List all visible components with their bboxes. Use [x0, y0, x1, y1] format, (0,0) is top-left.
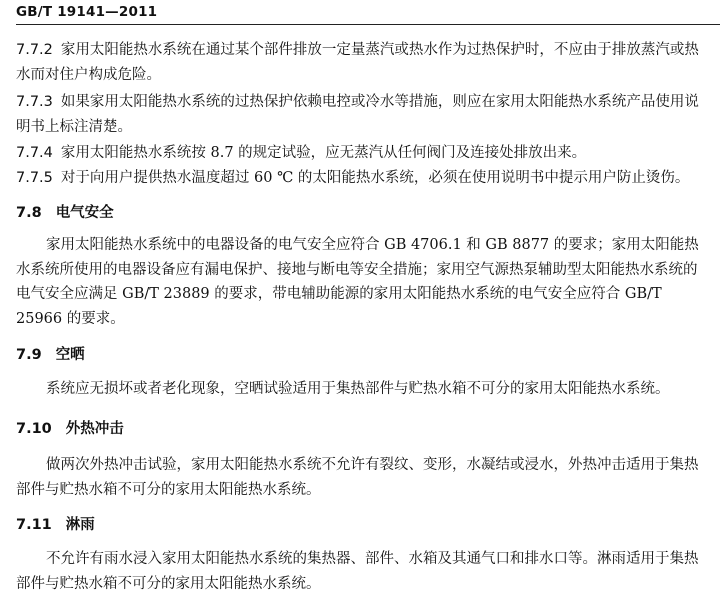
- clause-number: 7.7.2: [16, 42, 53, 58]
- clause-7-7-4: [16, 141, 710, 166]
- section-title: 淋雨: [65, 517, 95, 533]
- section-body-7-10: 做两次外热冲击试验，家用太阳能热水系统不允许有裂纹、变形，水凝结或浸水，外热冲击适用于集热部件与贮热水箱不可分的家用太阳能热水系统。: [16, 457, 699, 498]
- clause-7-7-2: [16, 38, 710, 87]
- clause-7-7-3: [16, 90, 710, 139]
- clause-number: 7.7.4: [16, 145, 53, 161]
- standard-code-header: GB/T 19141—2011: [16, 4, 158, 20]
- section-title: 空晒: [55, 347, 85, 363]
- section-number: 7.8: [16, 205, 42, 221]
- section-heading-7-11: [16, 513, 95, 537]
- section-heading-7-8: [16, 201, 114, 225]
- clause-text: 如果家用太阳能热水系统的过热保护依赖电控或冷水等措施，则应在家用太阳能热水系统产品使用说明书上标注清楚。: [16, 94, 699, 135]
- clause-number: 7.7.5: [16, 170, 53, 186]
- section-heading-7-9: [16, 343, 85, 367]
- section-heading-7-10: [16, 417, 124, 441]
- section-body-7-9: 系统应无损坏或者老化现象，空晒试验适用于集热部件与贮热水箱不可分的家用太阳能热水系统。: [46, 381, 670, 397]
- section-number: 7.10: [16, 421, 52, 437]
- clause-text: 家用太阳能热水系统按 8.7 的规定试验，应无蒸汽从任何阀门及连接处排放出来。: [60, 145, 587, 161]
- section-title: 外热冲击: [65, 421, 124, 437]
- header-rule: [16, 24, 720, 25]
- section-body-7-11: 不允许有雨水浸入家用太阳能热水系统的集热器、部件、水箱及其通气口和排水口等。淋雨适用于集热部件与贮热水箱不可分的家用太阳能热水系统。: [16, 551, 699, 592]
- section-number: 7.11: [16, 517, 52, 533]
- section-body-7-8: 家用太阳能热水系统中的电器设备的电气安全应符合 GB 4706.1 和 GB 8877 的要求；家用太阳能热水系统所使用的电器设备应有漏电保护、接地与断电等安全措施；家用空气源热泵辅助型太阳能热水系统的电气安全应满足 GB/T 23889 的要求，带电辅助能源的家用太阳能热水系统的电气安全应符合 GB/T 25966 的要求。: [16, 237, 699, 327]
- clause-7-7-5: [16, 166, 710, 191]
- clause-text: 家用太阳能热水系统在通过某个部件排放一定量蒸汽或热水作为过热保护时，不应由于排放蒸汽或热水而对住户构成危险。: [16, 42, 699, 83]
- clause-text: 对于向用户提供热水温度超过 60 ℃ 的太阳能热水系统，必须在使用说明书中提示用户防止烫伤。: [60, 170, 690, 186]
- section-title: 电气安全: [55, 205, 114, 221]
- clause-number: 7.7.3: [16, 94, 53, 110]
- section-number: 7.9: [16, 347, 42, 363]
